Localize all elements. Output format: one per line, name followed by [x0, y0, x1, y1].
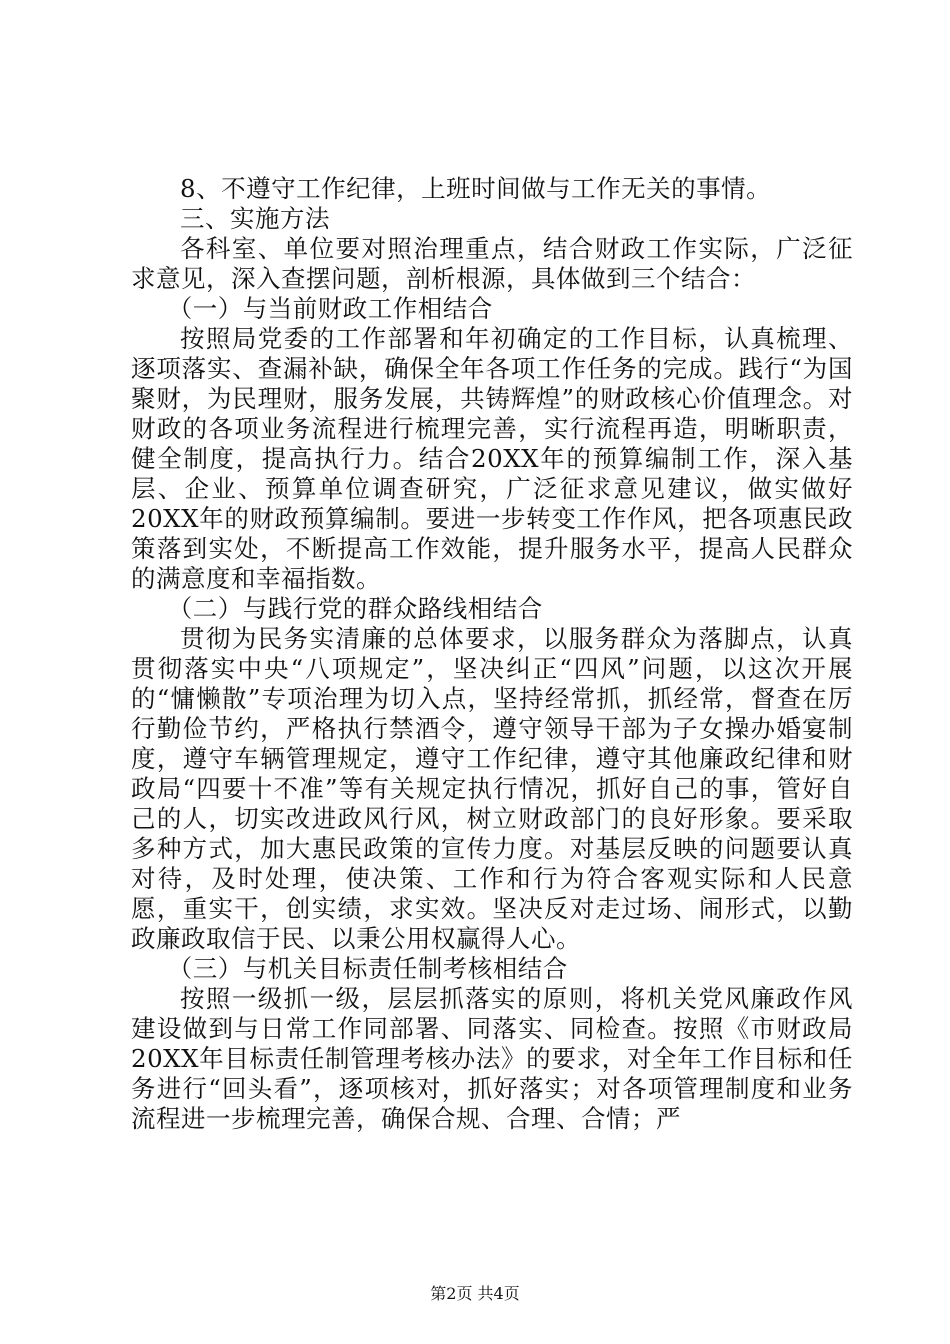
paragraph-intro: 各科室、单位要对照治理重点，结合财政工作实际，广泛征求意见，深入查摆问题，剖析根源，具体做到三个结合： — [131, 234, 853, 293]
subheading-3: （三）与机关目标责任制考核相结合 — [167, 954, 568, 983]
section-heading-implementation: 三、实施方法 — [180, 204, 330, 233]
paragraph-2: 贯彻为民务实清廉的总体要求，以服务群众为落脚点，认真贯彻落实中央“八项规定”，坚决纠正“四风”问题，以这次开展的“慵懒散”专项治理为切入点，坚持经常抓，抓经常，督查在厉行勤俭节约，严格执行禁酒令，遵守领导干部为子女操办婚宴制度，遵守车辆管理规定，遵守工作纪律，遵守其他廉政纪律和财政局“四要十不准”等有关规定执行情况，抓好自己的事，管好自己的人，切实改进政风行风，树立财政部门的良好形象。要采取多种方式，加大惠民政策的宣传力度。对基层反映的问题要认真对待，及时处理，使决策、工作和行为符合客观实际和人民意愿，重实干，创实绩，求实效。坚决反对走过场、闹形式，以勤政廉政取信于民、以秉公用权赢得人心。 — [131, 624, 853, 953]
document-body — [131, 174, 853, 1134]
paragraph-3: 按照一级抓一级，层层抓落实的原则，将机关党风廉政作风建设做到与日常工作同部署、同落实、同检查。按照《市财政局20XX年目标责任制管理考核办法》的要求，对全年工作目标和任务进行“回头看”，逐项核对，抓好落实；对各项管理制度和业务流程进一步梳理完善，确保合规、合理、合情；严 — [131, 984, 853, 1133]
subheading-1: （一）与当前财政工作相结合 — [167, 294, 493, 323]
page-footer: 第2页 共4页 — [430, 1284, 520, 1303]
paragraph-1: 按照局党委的工作部署和年初确定的工作目标，认真梳理、逐项落实、查漏补缺，确保全年各项工作任务的完成。践行“为国聚财，为民理财，服务发展，共铸辉煌”的财政核心价值理念。对财政的各项业务流程进行梳理完善，实行流程再造，明晰职责，健全制度，提高执行力。结合20XX年的预算编制工作，深入基层、企业、预算单位调查研究，广泛征求意见建议，做实做好20XX年的财政预算编制。要进一步转变工作作风，把各项惠民政策落到实处，不断提高工作效能，提升服务水平，提高人民群众的满意度和幸福指数。 — [131, 324, 853, 593]
subheading-2: （二）与践行党的群众路线相结合 — [167, 594, 543, 623]
paragraph-item-8: 8、不遵守工作纪律，上班时间做与工作无关的事情。 — [180, 174, 772, 203]
